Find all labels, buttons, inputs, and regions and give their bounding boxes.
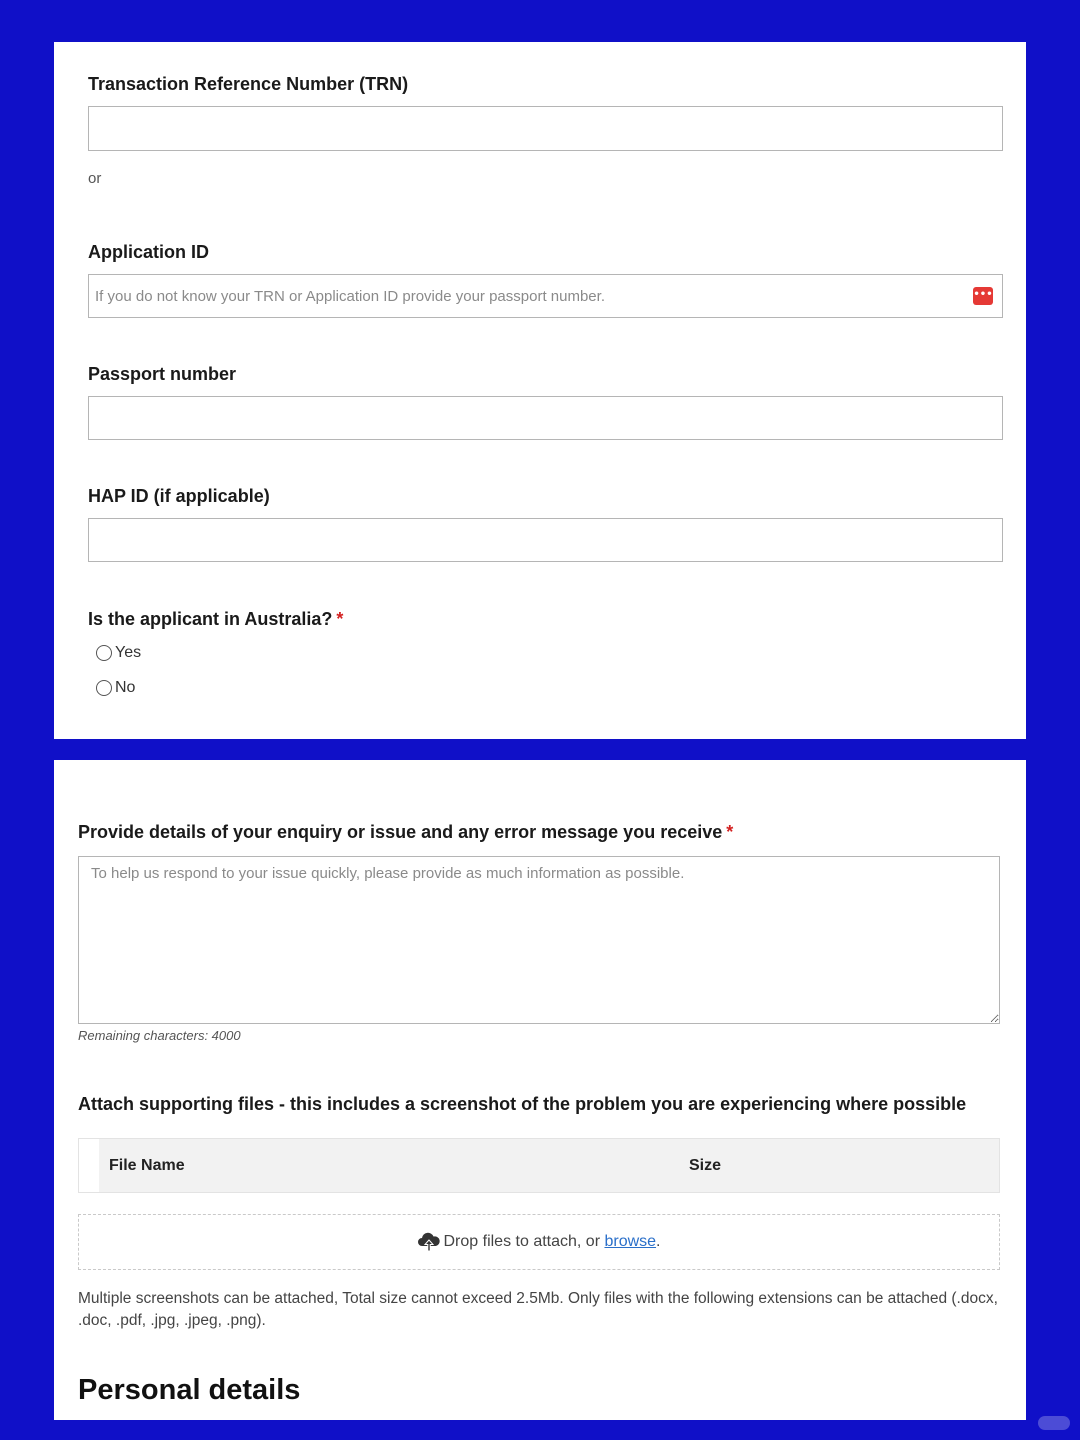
hap-id-label: HAP ID (if applicable) (88, 486, 270, 506)
column-size: Size (689, 1157, 722, 1174)
trn-input[interactable] (88, 106, 1003, 151)
hap-id-input[interactable] (88, 518, 1003, 562)
radio-no-circle[interactable] (96, 680, 112, 696)
radio-yes-circle[interactable] (96, 645, 112, 661)
application-id-label: Application ID (88, 242, 209, 262)
personal-details-heading: Personal details (78, 1374, 301, 1406)
in-australia-label (88, 609, 343, 630)
browse-link[interactable]: browse (604, 1233, 657, 1250)
application-id-input[interactable] (88, 274, 1003, 318)
trn-label: Transaction Reference Number (TRN) (88, 74, 409, 94)
radio-no-label[interactable]: No (115, 679, 136, 696)
radio-yes-label[interactable]: Yes (115, 644, 142, 661)
details-label-text: Provide details of your enquiry or issue and any error message you receive (78, 822, 723, 842)
passport-input[interactable] (88, 396, 1003, 440)
file-dropzone[interactable] (78, 1214, 1000, 1270)
radio-yes[interactable] (96, 644, 141, 662)
column-file-name: File Name (109, 1157, 185, 1174)
attach-label: Attach supporting files - this includes a screenshot of the problem you are experiencing where possible (78, 1094, 967, 1114)
radio-no[interactable] (96, 679, 135, 697)
remaining-characters: Remaining characters: 4000 (78, 1028, 241, 1043)
or-separator: or (88, 170, 102, 187)
cloud-upload-icon (418, 1232, 440, 1252)
form-panel-details (54, 760, 1026, 1420)
drop-suffix: . (656, 1233, 661, 1250)
file-table-header (78, 1138, 1000, 1193)
in-australia-label-text: Is the applicant in Australia? (88, 609, 333, 629)
required-marker: * (336, 609, 344, 629)
form-panel-identifiers (54, 42, 1026, 739)
password-manager-icon[interactable]: ••• (973, 287, 993, 305)
passport-label: Passport number (88, 364, 237, 384)
file-table-stripe (79, 1139, 99, 1192)
watermark-badge (1038, 1416, 1070, 1430)
attachment-note: Multiple screenshots can be attached, Total size cannot exceed 2.5Mb. Only files with the following extensions can be attached (.docx, .doc, .pdf, .jpg, .jpeg, .png). (78, 1290, 998, 1329)
details-label (78, 822, 733, 843)
details-textarea[interactable] (78, 856, 1000, 1024)
drop-text: Drop files to attach, or (443, 1233, 601, 1250)
required-marker: * (726, 822, 734, 842)
